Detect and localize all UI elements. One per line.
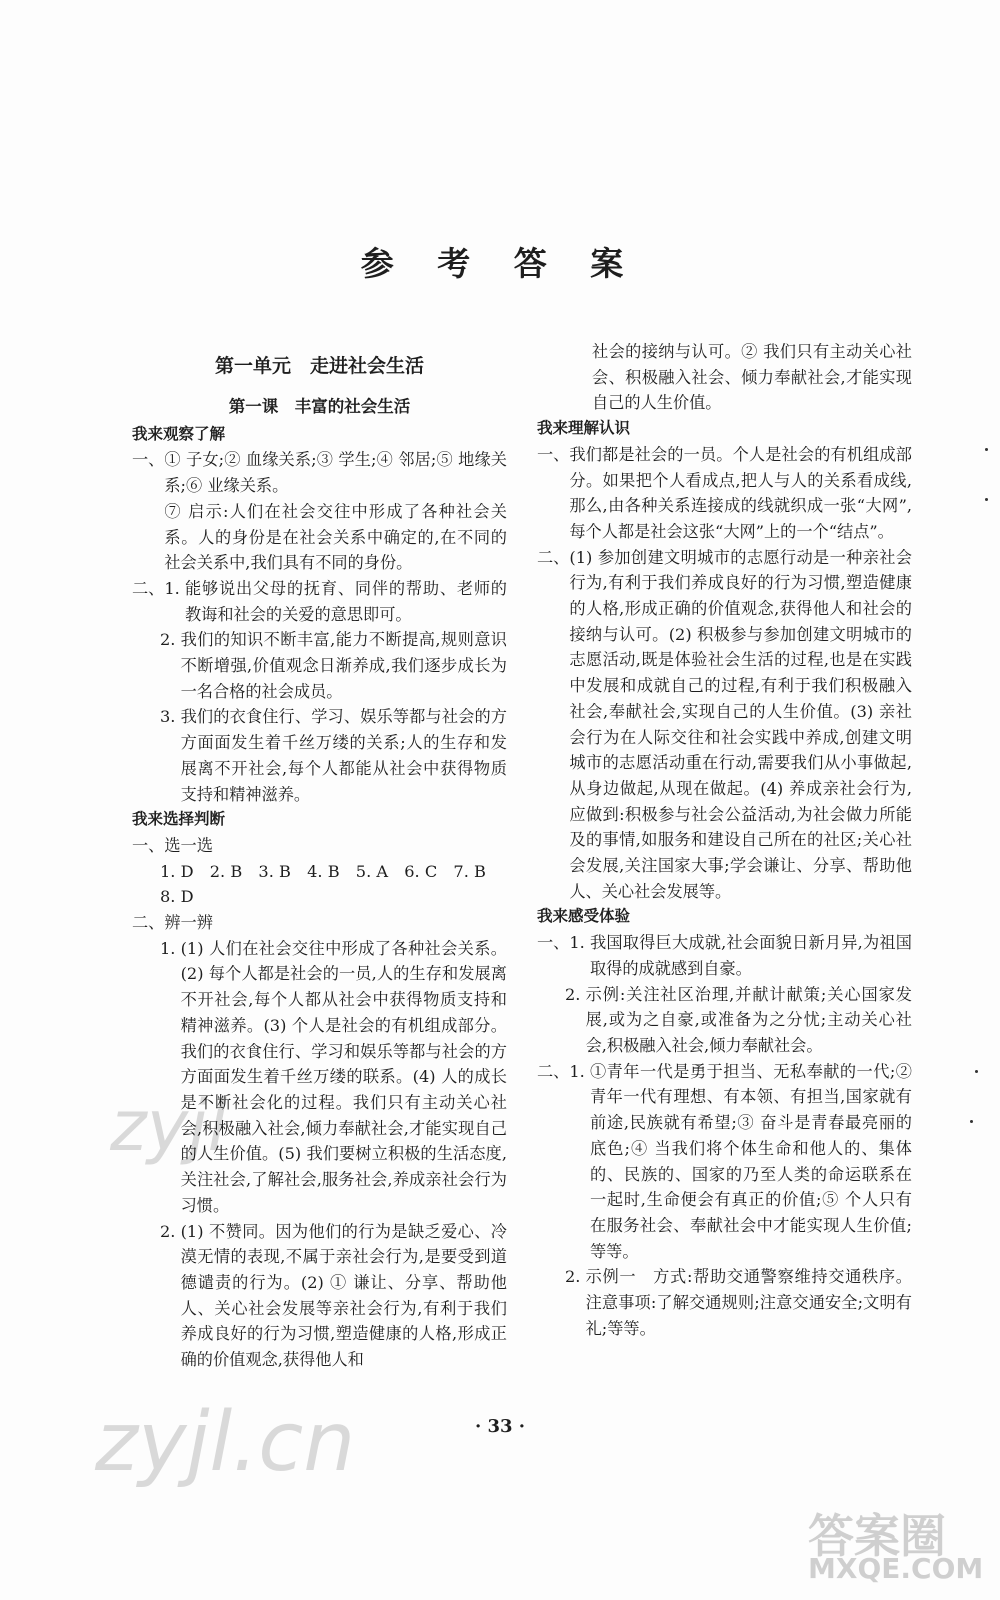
sub-heading: 一、选一选 bbox=[132, 835, 213, 855]
sub-heading: 二、辨一辨 bbox=[132, 913, 213, 933]
right-column bbox=[537, 339, 912, 1341]
lesson-title: 第一课 丰富的社会生活 bbox=[228, 397, 411, 416]
watermark-logo: zyjl.cn bbox=[95, 1395, 356, 1490]
item-text: 我们的知识不断丰富,能力不断提高,规则意识不断增强,价值观念日渐养成,我们逐步成长为一名合格的社会成员。 bbox=[180, 630, 507, 701]
watermark-logo: zyjl bbox=[110, 1085, 228, 1167]
item-text: 我国取得巨大成就,社会面貌日新月异,为祖国取得的成就感到自豪。 bbox=[589, 933, 912, 978]
item-label: 一、 bbox=[537, 444, 570, 464]
answer-item bbox=[132, 704, 507, 807]
item-label: 二、 bbox=[537, 547, 570, 567]
item-text: 示例一 方式:帮助交通警察维持交通秩序。注意事项:了解交通规则;注意交通安全;文明有礼;等等。 bbox=[585, 1267, 912, 1338]
section-heading: 我来选择判断 bbox=[132, 810, 226, 829]
item-text: (1) 不赞同。因为他们的行为是缺乏爱心、冷漠无情的表现,不属于亲社会行为,是要受到道德谴责的行为。(2) ① 谦让、分享、帮助他人、关心社会发展等亲社会行为,有利于我们养成良好的行为习惯,塑造健康的人格,形成正确的价值观念,获得他人和 bbox=[180, 1221, 507, 1370]
watermark-logo: MXQE.COM bbox=[808, 1552, 984, 1585]
choice-answers: 8. D bbox=[160, 887, 194, 907]
item-label: 2. bbox=[160, 1221, 181, 1241]
item-label: 二、1. bbox=[132, 578, 185, 598]
item-text: (1) 人们在社会交往中形成了各种社会关系。(2) 每个人都是社会的一员,人的生存和发展离不开社会,每个人都从社会中获得物质支持和精神滋养。(3) 个人是社会的有机组成部分。我们的衣食住行、学习和娱乐等都与社会的方方面面发生着千丝万缕的联系。(4) 人的成长是不断社会化的过程。我们只有主动关心社会,积极融入社会,倾力奉献社会,才能实现自己的人生价值。(5) 我们要树立积极的生活态度,关注社会,了解社会,服务社会,养成亲社会行为习惯。 bbox=[180, 938, 507, 1215]
answer-item bbox=[132, 627, 507, 704]
item-text: ⑦ 启示:人们在社会交往中形成了各种社会关系。人的身份是在社会关系中确定的,在不同的社会关系中,我们具有不同的身份。 bbox=[164, 501, 507, 573]
item-text: 示例:关注社区治理,并献计献策;关心国家发展,或为之自豪,或准备为之分忧;主动关心社会,积极融入社会,倾力奉献社会。 bbox=[585, 984, 912, 1055]
item-text: 能够说出父母的抚育、同伴的帮助、老师的教诲和社会的关爱的意思即可。 bbox=[184, 578, 507, 624]
item-label: 3. bbox=[160, 707, 181, 727]
answer-item bbox=[132, 576, 507, 627]
answer-item bbox=[132, 447, 507, 576]
unit-title: 第一单元 走进社会生活 bbox=[214, 355, 424, 377]
section-heading: 我来理解认识 bbox=[537, 419, 631, 438]
continued-text: 社会的接纳与认可。② 我们只有主动关心社会、积极融入社会、倾力奉献社会,才能实现自己的人生价值。 bbox=[592, 342, 912, 413]
item-label: 一、1. bbox=[537, 933, 590, 953]
page-number: · 33 · bbox=[474, 1416, 526, 1437]
section-heading: 我来感受体验 bbox=[537, 907, 631, 926]
item-label: 2. bbox=[565, 1267, 586, 1287]
item-label: 2. bbox=[565, 984, 586, 1004]
answer-item bbox=[537, 1264, 912, 1341]
choice-answers: 1. D 2. B 3. B 4. B 5. A 6. C 7. B bbox=[160, 861, 486, 881]
item-label: 1. bbox=[160, 938, 181, 958]
page-title: 参 考 答 案 bbox=[360, 244, 640, 283]
scan-speck bbox=[970, 1120, 973, 1123]
scan-speck bbox=[985, 448, 988, 451]
watermark-logo: 答案圈 bbox=[808, 1509, 946, 1563]
answer-item bbox=[537, 545, 912, 905]
section-heading: 我来观察了解 bbox=[132, 424, 226, 443]
answer-item bbox=[132, 1219, 507, 1373]
answer-item bbox=[537, 1059, 912, 1265]
item-text: 我们都是社会的一员。个人是社会的有机组成部分。如果把个人看成点,把人与人的关系看成线,那么,由各种关系连接成的线就织成一张“大网”,每个人都是社会这张“大网”上的一个“结点”。 bbox=[569, 444, 912, 541]
item-text: 我们的衣食住行、学习、娱乐等都与社会的方方面面发生着千丝万缕的关系;人的生存和发展离不开社会,每个人都能从社会中获得物质支持和精神滋养。 bbox=[180, 707, 507, 804]
item-text: (1) 参加创建文明城市的志愿行动是一种亲社会行为,有利于我们养成良好的行为习惯,塑造健康的人格,形成正确的价值观念,获得他人和社会的接纳与认可。(2) 积极参与参加创建文明城市的志愿活动,既是体验社会生活的过程,也是在实践中发展和成就自己的过程,有利于我们积极融入社会,奉献社会,实现自己的人生价值。(3) 亲社会行为在人际交往和社会实践中养成,创建文明城市的志愿活动重在行动,需要我们从小事做起,从身边做起,从现在做起。(4) 养成亲社会行为,应做到:积极参与社会公益活动,为社会做力所能及的事情,如服务和建设自己所在的社区;关心社会发展,关注国家大事;学会谦让、分享、帮助他人、关心社会发展等。 bbox=[569, 547, 912, 901]
answer-item bbox=[537, 982, 912, 1059]
answer-item bbox=[132, 936, 507, 1219]
item-text: ①青年一代是勇于担当、无私奉献的一代;② 青年一代有理想、有本领、有担当,国家就有前途,民族就有希望;③ 奋斗是青春最亮丽的底色;④ 当我们将个体生命和他人的、集体的、民族的、国家的乃至人类的命运联系在一起时,生命便会有真正的价值;⑤ 个人只有在服务社会、奉献社会中才能实现人生价值;等等。 bbox=[589, 1061, 912, 1261]
item-label: 二、1. bbox=[537, 1061, 590, 1081]
scan-speck bbox=[985, 498, 988, 501]
item-text: ① 子女;② 血缘关系;③ 学生;④ 邻居;⑤ 地缘关系;⑥ 业缘关系。 bbox=[164, 450, 507, 496]
scan-speck bbox=[975, 1070, 978, 1073]
answer-item bbox=[537, 930, 912, 981]
item-label: 2. bbox=[160, 630, 181, 650]
item-label: 一、 bbox=[132, 450, 165, 470]
left-column bbox=[132, 352, 507, 1373]
answer-item bbox=[537, 442, 912, 545]
